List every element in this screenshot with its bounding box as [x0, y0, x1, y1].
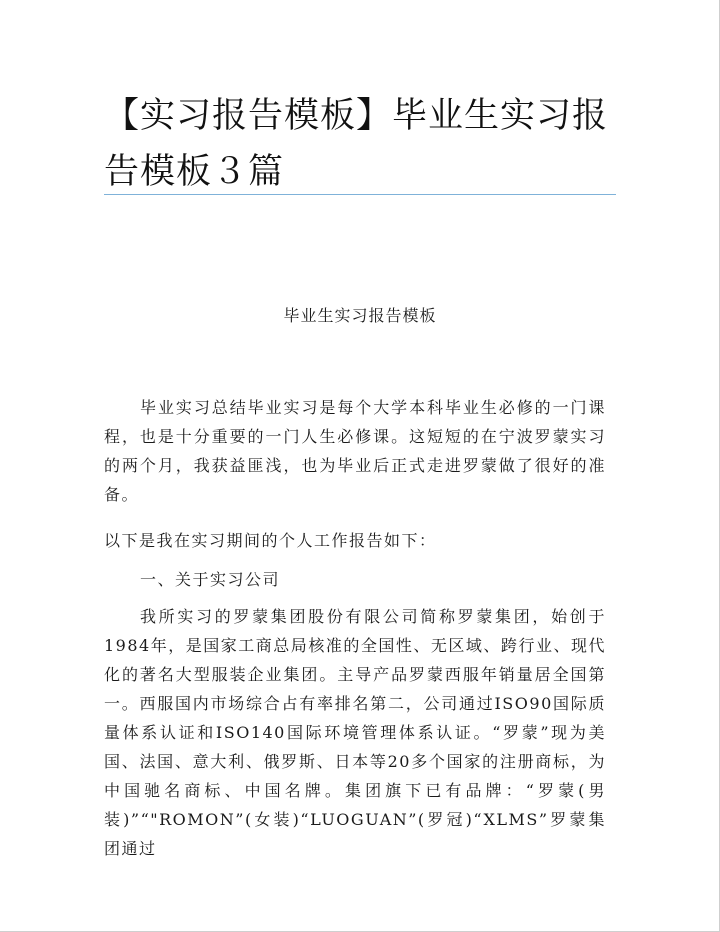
section-heading: 一、关于实习公司: [140, 570, 281, 589]
document-subtitle: 毕业生实习报告模板: [283, 306, 437, 325]
title-divider: [104, 194, 616, 195]
company-paragraph: 我所实习的罗蒙集团股份有限公司简称罗蒙集团，始创于1984年，是国家工商总局核准的全国性、无区域、跨行业、现代化的著名大型服装企业集团。主导产品罗蒙西服年销量居全国第一。西服国内市场综合占有率排名第二，公司通过ISO90国际质量体系认证和ISO140国际环境管理体系认证。“罗蒙”现为美国、法国、意大利、俄罗斯、日本等20多个国家的注册商标，为中国驰名商标、中国名牌。集团旗下已有品牌：“罗蒙(男装)”“"ROMON”(女装)“LUOGUAN”(罗冠)“XLMS”罗蒙集团通过: [104, 607, 606, 858]
intro-paragraph: 毕业实习总结毕业实习是每个大学本科毕业生必修的一门课程，也是十分重要的一门人生必修课。这短短的在宁波罗蒙实习的两个月，我获益匪浅，也为毕业后正式走进罗蒙做了很好的准备。: [104, 398, 606, 504]
document-title: 【实习报告模板】毕业生实习报告模板３篇: [104, 96, 609, 192]
report-intro-paragraph: 以下是我在实习期间的个人工作报告如下：: [104, 531, 437, 550]
